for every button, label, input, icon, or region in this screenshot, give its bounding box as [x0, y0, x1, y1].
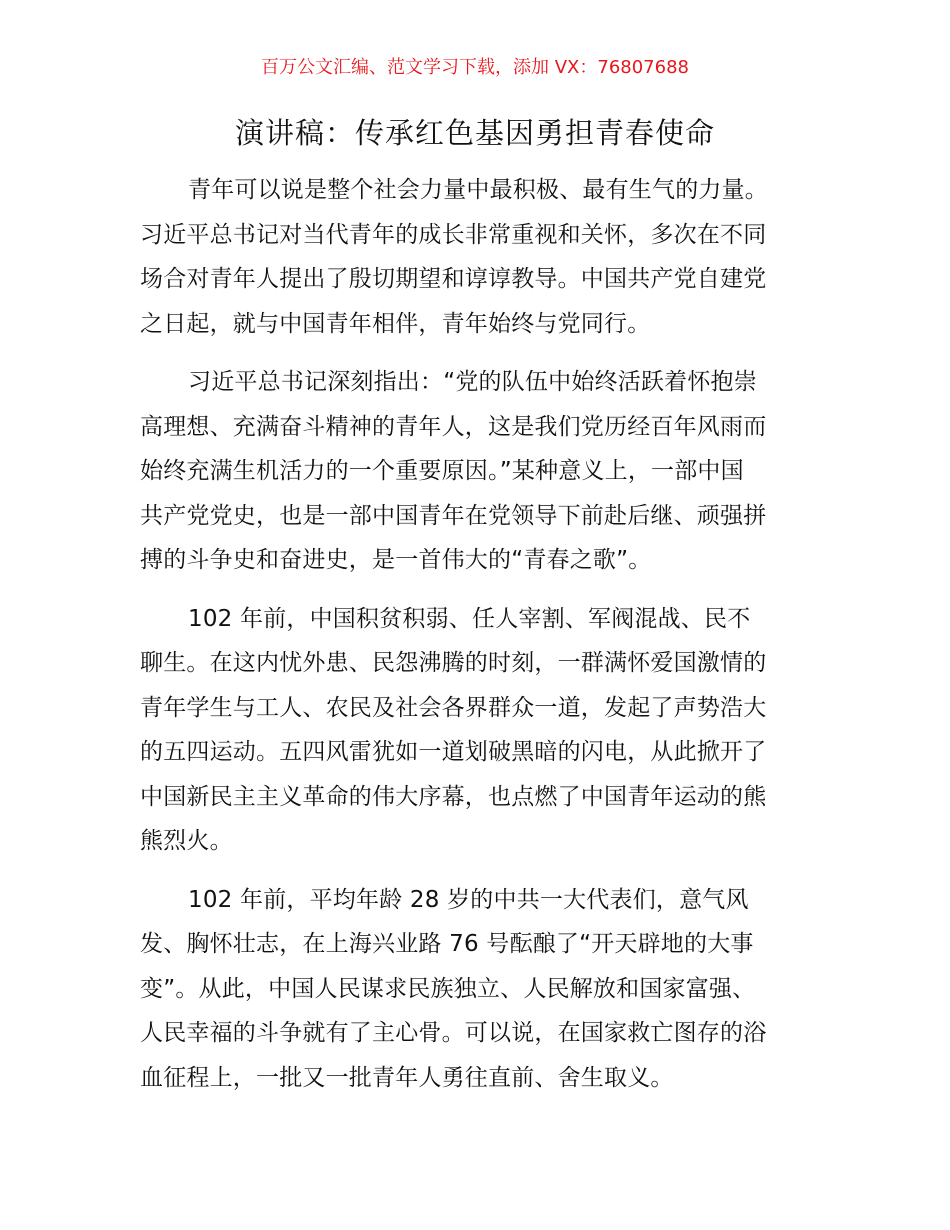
- text-line: 变”。从此，中国人民谋求民族独立、人民解放和国家富强、: [140, 975, 756, 1002]
- paragraph-3: [140, 597, 820, 864]
- text-line: 血征程上，一批又一批青年人勇往直前、舍生取义。: [140, 1064, 674, 1091]
- header-banner: 百万公文汇编、范文学习下载，添加 VX：76807688: [261, 57, 689, 78]
- text-line: 之日起，就与中国青年相伴，青年始终与党同行。: [140, 310, 651, 337]
- paragraph-1: [140, 168, 820, 346]
- text-line: 人民幸福的斗争就有了主心骨。可以说，在国家救亡图存的浴: [140, 1020, 767, 1046]
- text-line: 青年学生与工人、农民及社会各界群众一道，发起了声势浩大: [140, 694, 767, 721]
- text-line: 始终充满生机活力的一个重要原因。”某种意义上，一部中国: [140, 458, 744, 484]
- paragraph-4: [140, 878, 820, 1101]
- text-line: 中国新民主主义革命的伟大序幕，也点燃了中国青年运动的熊: [140, 783, 767, 810]
- document-title: 演讲稿：传承红色基因勇担青春使命: [234, 116, 715, 150]
- paragraph-2: [140, 360, 820, 583]
- text-line: 的五四运动。五四风雷犹如一道划破黑暗的闪电，从此掀开了: [140, 739, 767, 765]
- text-line: 共产党党史，也是一部中国青年在党领导下前赴后继、顽强拼: [140, 502, 767, 529]
- text-line: 搏的斗争史和奋进史，是一首伟大的“青春之歌”。: [140, 547, 652, 573]
- text-line: 习近平总书记对当代青年的成长非常重视和关怀，多次在不同: [140, 221, 767, 248]
- text-line: 高理想、充满奋斗精神的青年人，这是我们党历经百年风雨而: [140, 413, 767, 440]
- text-line: 场合对青年人提出了殷切期望和谆谆教导。中国共产党自建党: [140, 266, 767, 292]
- text-line: 102 年前，平均年龄 28 岁的中共一大代表们，意气风: [188, 886, 749, 913]
- document-body: [140, 168, 820, 1114]
- text-line: 习近平总书记深刻指出：“党的队伍中始终活跃着怀抱崇: [188, 369, 757, 395]
- text-line: 发、胸怀壮志，在上海兴业路 76 号酝酿了“开天辟地的大事: [140, 931, 754, 957]
- text-line: 102 年前，中国积贫积弱、任人宰割、军阀混战、民不: [188, 605, 751, 632]
- text-line: 熊烈火。: [140, 828, 233, 854]
- text-line: 聊生。在这内忧外患、民怨沸腾的时刻，一群满怀爱国激情的: [140, 650, 767, 676]
- text-line: 青年可以说是整个社会力量中最积极、最有生气的力量。: [188, 177, 768, 203]
